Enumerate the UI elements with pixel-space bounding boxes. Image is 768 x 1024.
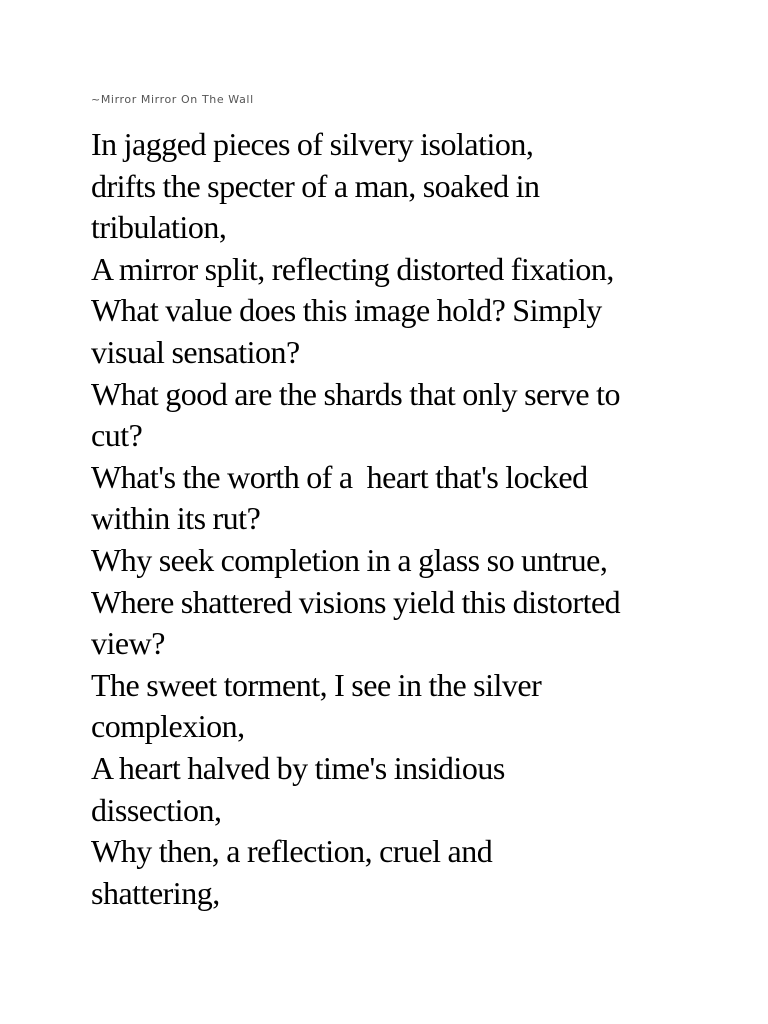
poem-line: dissection, — [91, 791, 222, 828]
poem-line: Why seek completion in a glass so untrue, — [91, 541, 608, 578]
poem-line: shattering, — [91, 874, 220, 911]
poem-line: The sweet torment, I see in the silver — [91, 666, 542, 703]
poem-line: What good are the shards that only serve to — [91, 375, 620, 412]
document-header: ~Mirror Mirror On The Wall — [91, 93, 254, 106]
poem-line: Where shattered visions yield this distorted — [91, 583, 621, 620]
poem-line: within its rut? — [91, 500, 261, 537]
poem-line: tribulation, — [91, 209, 227, 246]
poem-line: complexion, — [91, 708, 245, 745]
poem-line: cut? — [91, 417, 143, 454]
poem-line: What's the worth of a heart that's locked — [91, 458, 588, 495]
poem-line: What value does this image hold? Simply — [91, 292, 602, 329]
poem-line: In jagged pieces of silvery isolation, — [91, 126, 534, 162]
poem-line: visual sensation? — [91, 333, 300, 370]
poem-line: view? — [91, 625, 165, 662]
poem-body — [91, 124, 701, 914]
poem-line: Why then, a reflection, cruel and — [91, 833, 493, 870]
poem-line: A mirror split, reflecting distorted fixation, — [91, 250, 614, 287]
poem-line: drifts the specter of a man, soaked in — [91, 167, 540, 204]
poem-line: A heart halved by time's insidious — [91, 749, 505, 786]
